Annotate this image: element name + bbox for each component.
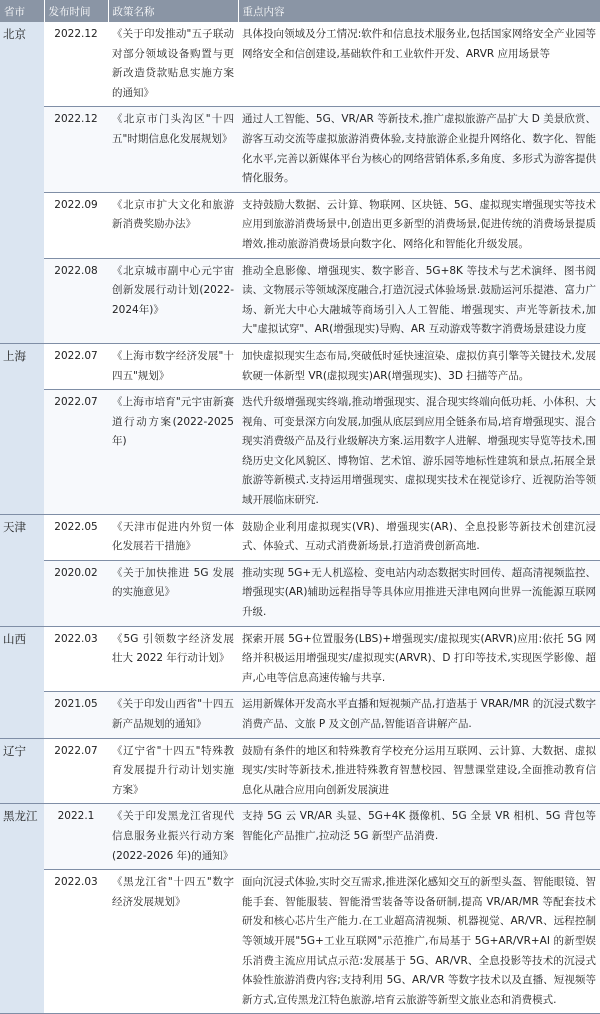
key-content-cell: 迭代升级增强现实终端,推动增强现实、混合现实终端向低功耗、小体积、大视角、可变景深方向发展,加强从底层到应用全链条布局,培育增强现实、混合现实消费级产品及行业级解决方案.运用数字人进解、增强现实导览等技术,围绕历史文化风貌区、博物馆、艺术馆、游乐园等地标性建筑和景点,拓展全景旅游等新模式.支持运用增强现实、虚拟现实技术在视觉诊疗、近视防治等领域开展临床研究. [238,390,600,515]
key-content-cell: 面向沉浸式体验,实时交互需求,推进深化感知交互的新型头盔、智能眼镜、智能手套、智能服装、智能滑雪装备等设备研制,提高 VR/AR/MR 等配套技术研发和核心芯片生产能力.在工业超高清视频、机器视觉、AR/VR、远程控制等领域开展"5G+工业互联网"示范推广,布局基于 5G+AR/VR+AI 的新型娱乐消费主流应用试点示范:发展基于 5G、AR/VR、全息投影等技术的沉浸式体验性旅游消费内容;支持利用 5G、AR/VR 等数字技术以及直播、短视频等新方式,宣传黑龙江特色旅游,培育云旅游等新型文旅业态和消费模式. [238,870,600,1014]
table-row [0,107,600,192]
key-content-cell: 鼓励有条件的地区和特殊教育学校充分运用互联网、云计算、大数据、虚拟现实/实时等新技术,推进特殊教育智慧校园、智慧课堂建设,全面推动教育信息化从融合应用向创新发展演进 [238,738,600,804]
date-cell: 2022.09 [44,192,108,258]
policy-name-cell: 《北京城市副中心元宇宙创新发展行动计划(2022-2024年)》 [108,258,238,343]
policy-name-cell: 《上海市培育"元宇宙新赛道行动方案(2022-2025年) [108,390,238,515]
table-row [0,343,600,389]
date-cell: 2022.12 [44,22,108,107]
key-content-cell: 支持鼓励大数据、云计算、物联网、区块链、5G、虚拟现实增强现实等技术应用到旅游消费场景中,创造出更多新型的消费场景,促进传统的消费场景提质增效,推动旅游消费场景向数字化、网络化和智能化升级发展。 [238,192,600,258]
province-cell: 辽宁 [0,738,44,804]
header-date: 发布时间 [44,0,108,22]
key-content-cell: 推动实现 5G+无人机巡检、变电站内动态数据实时回传、超高清视频监控、增强现实(AR)辅助远程指导等具体应用推进天津电网向世界一流能源互联网升级. [238,560,600,626]
policy-name-cell: 《北京市门头沟区"十四五"时期信息化发展规划》 [108,107,238,192]
table-row [0,692,600,738]
table-header [0,0,600,22]
table-row [0,560,600,626]
policy-name-cell: 《上海市数字经济发展"十四五"规划》 [108,343,238,389]
key-content-cell: 推动全息影像、增强现实、数字影音、5G+8K 等技术与艺术演绎、图书阅读、文物展示等领域深度融合,打造沉浸式体验场景.鼓励运河乐提港、富力广场、新光大中心大融城等商场引入人工智能、增强现实、声光等新技术,加大"虚拟试穿"、AR(增强现实)导购、AR 互动游戏等数字消费场景建设力度 [238,258,600,343]
key-content-cell: 运用新媒体开发高水平直播和短视频产品,打造基于 VRAR/MR 的沉浸式数字消费产品、文旅 P 及文创产品,智能语音讲解产品. [238,692,600,738]
header-province: 省市 [0,0,44,22]
province-cell: 山西 [0,626,44,738]
policy-name-cell: 《北京市扩大文化和旅游新消费奖励办法》 [108,192,238,258]
date-cell: 2022.03 [44,870,108,1014]
key-content-cell: 具体投向领域及分工情况:软件和信息技术服务业,包括国家网络安全产业园等网络安全和信创建设,基础软件和工业软件开发、ARVR 应用场景等 [238,22,600,107]
key-content-cell: 鼓励企业利用虚拟现实(VR)、增强现实(AR)、全息投影等新技术创建沉浸式、体验式、互动式消费新场景,打造消费创新高地. [238,514,600,560]
header-policy-name: 政策名称 [108,0,238,22]
date-cell: 2022.12 [44,107,108,192]
table-row [0,514,600,560]
table-row [0,22,600,107]
key-content-cell: 加快虚拟现实生态布局,突破低时延快速渲染、虚拟仿真引擎等关键技术,发展软硬一体新型 VR(虚拟现实)AR(增强现实)、3D 扫描等产品。 [238,343,600,389]
table-row [0,804,600,870]
header-row [0,0,600,22]
table-row [0,192,600,258]
table-body [0,22,600,1014]
province-cell: 黑龙江 [0,804,44,1014]
policy-name-cell: 《黑龙江省"十四五"数字经济发展规划》 [108,870,238,1014]
date-cell: 2022.07 [44,343,108,389]
date-cell: 2021.05 [44,692,108,738]
province-cell: 天津 [0,514,44,626]
table-row [0,738,600,804]
header-key-content: 重点内容 [238,0,600,22]
date-cell: 2022.05 [44,514,108,560]
province-cell: 北京 [0,22,44,343]
key-content-cell: 探索开展 5G+位置服务(LBS)+增强现实/虚拟现实(ARVR)应用:依托 5G 网络并积极运用增强现实/虚拟现实(ARVR)、D 打印等技术,实现医学影像、超声,心电等信息高速传输与共享. [238,626,600,692]
table-row [0,390,600,515]
table-row [0,870,600,1014]
date-cell: 2022.1 [44,804,108,870]
table-row [0,626,600,692]
policy-name-cell: 《辽宁省"十四五"特殊教育发展提升行动计划实施方案》 [108,738,238,804]
key-content-cell: 通过人工智能、5G、VR/AR 等新技术,推广虚拟旅游产品扩大 D 美景欣赏、游客互动交流等虚拟旅游消费体验,支持旅游企业提升网络化、数字化、智能化水平,完善以新媒体平台为核心的网络营销体系,多角度、多形式为游客提供情化服务。 [238,107,600,192]
date-cell: 2022.07 [44,390,108,515]
date-cell: 2022.07 [44,738,108,804]
policy-name-cell: 《关于印发推动"五子联动对部分领域设备购置与更新改造贷款贴息实施方案的通知》 [108,22,238,107]
policy-name-cell: 《关于印发山西省"十四五新产品规划的通知》 [108,692,238,738]
policy-name-cell: 《关于加快推进 5G 发展的实施意见》 [108,560,238,626]
policy-name-cell: 《5G 引领数字经济发展壮大 2022 年行动计划》 [108,626,238,692]
key-content-cell: 支持 5G 云 VR/AR 头显、5G+4K 摄像机、5G 全景 VR 相机、5G 背包等智能化产品推广,拉动泛 5G 新型产品消费. [238,804,600,870]
table-row [0,258,600,343]
province-cell: 上海 [0,343,44,514]
policy-name-cell: 《关于印发黑龙江省现代信息服务业振兴行动方案(2022-2026 年)的通知》 [108,804,238,870]
date-cell: 2022.03 [44,626,108,692]
date-cell: 2022.08 [44,258,108,343]
policy-name-cell: 《天津市促进内外贸一体化发展若干措施》 [108,514,238,560]
date-cell: 2020.02 [44,560,108,626]
